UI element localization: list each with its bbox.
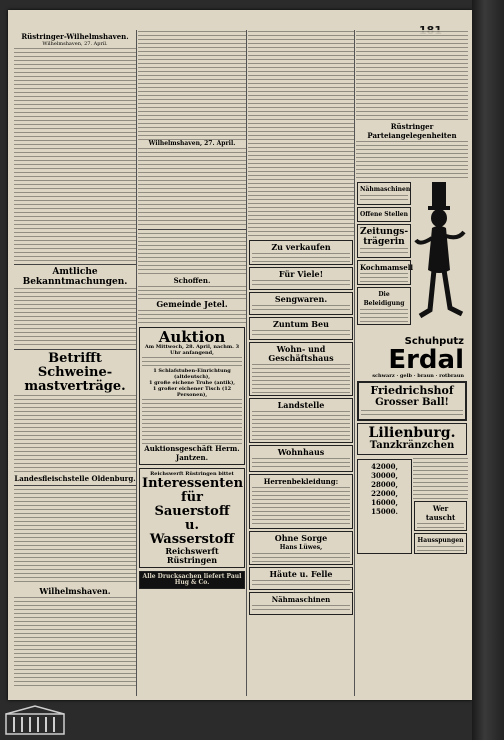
ad-hausfpungen: Hausspungen (417, 537, 464, 544)
ad-wohn-geschaeftshaus: Wohn- und Geschäftshaus (268, 344, 334, 363)
tanzkraenzchen: Tanzkränzchen (369, 440, 455, 451)
werft-box-line4: u. Wasserstoff (149, 518, 235, 547)
ad-text (252, 363, 350, 393)
lilienburg-heading: Lilienburg. (368, 425, 456, 441)
official-notice-text (14, 287, 136, 347)
column-3 (248, 30, 355, 696)
local-news-text (14, 47, 136, 262)
erdal-colors: schwarz · gelb · braun · rotbraun (372, 373, 464, 379)
ad-text (252, 252, 350, 262)
number-5: 16000, (371, 498, 398, 507)
ad-offene-stellen: Offene Stellen (360, 211, 408, 218)
ad-zu-verkaufen: Zu verkaufen (271, 242, 331, 252)
erdal-small-label: Schuhputz (404, 336, 464, 347)
ad-ohne-sorge: Ohne Sorge (274, 533, 328, 543)
ad-hans-luewes: Hans Lüwes, (279, 544, 323, 551)
column2-text-2 (138, 147, 246, 227)
schoffen-text (138, 285, 246, 299)
ad-wohnhaus: Wohnhaus (277, 447, 325, 457)
number-3: 28000, (371, 480, 398, 489)
erdal-figure-illustration (412, 180, 468, 330)
gemeinde-heading: Gemeinde Jetel. (156, 299, 228, 309)
bottom-heading: Wilhelmshaven. (39, 586, 111, 596)
local-news-dateline: Wilhelmshaven, 27. April. (42, 41, 108, 47)
ad-haeute-felle: Häute u. Felle (269, 569, 333, 579)
column-2 (138, 30, 247, 696)
column1-text-2 (14, 488, 136, 584)
ad-text (360, 308, 408, 322)
auktion-item-3: 1 großer eichener Tisch (12 Personen), (152, 386, 232, 398)
ad-text (252, 410, 350, 440)
notice-signature: Landesfleischstelle Oldenburg. (14, 474, 136, 483)
auktion-house: Auktionsgeschäft Herm. Jantzen. (144, 444, 240, 462)
auktion-text-1 (142, 356, 242, 368)
library-logo-icon (4, 704, 66, 736)
ad-text (417, 522, 464, 528)
ad-fuer-viele: Für Viele! (278, 269, 324, 279)
notice-body-text (14, 394, 136, 474)
ad-text (360, 194, 408, 202)
ad-text (252, 457, 350, 469)
auktion-sub: Am Mittwoch, 28. April, nachm. 3 Uhr anfangend, (144, 344, 240, 356)
werft-box-line2: Interessenten (142, 476, 244, 491)
friedrichshof-heading: Friedrichshof (370, 384, 454, 397)
ad-text (252, 552, 350, 562)
number-2: 30000, (371, 471, 398, 480)
werft-box-line1: Reichswerft Rüstringen bittet (150, 471, 234, 477)
ad-zeitungstraegerin: Zeitungs-trägerin (360, 227, 409, 247)
column2-text-3 (138, 232, 246, 276)
column1-text-3 (14, 596, 136, 686)
ad-text (252, 579, 350, 587)
werft-box-line3: für Sauerstoff (154, 490, 230, 519)
print-shop-bar: Alle Drucksachen liefert Paul Hug & Co. (142, 573, 242, 586)
ad-sengwaren: Sengwaren. (274, 294, 328, 304)
ad-text (413, 457, 468, 499)
ad-wer-tauscht: Wer tauscht (425, 504, 456, 522)
book-binding (472, 0, 504, 740)
grosser-ball: Grosser Ball! (375, 397, 449, 408)
ad-text (360, 247, 408, 255)
auktion-item-1: 1 Schlafstuben-Einrichtung (altdeutsch), (153, 368, 231, 380)
column-4 (356, 30, 468, 696)
column2-dateline: Wilhelmshaven, 27. April. (148, 140, 236, 147)
ad-beleidigung: Die Beleidigung (363, 291, 405, 307)
ad-text (252, 279, 350, 287)
auktion-heading: Auktion (158, 328, 226, 346)
newspaper-page (8, 10, 472, 700)
auktion-text-2 (142, 398, 242, 444)
column2-text-1 (138, 30, 246, 140)
official-notices-heading: Amtliche Bekanntmachungen. (22, 267, 128, 287)
ad-zuntum: Zuntum Beu (273, 319, 329, 329)
column4-text-1 (356, 30, 468, 122)
notice-heading-line1: Betrifft Schweine- (37, 351, 113, 380)
schoffen-heading: Schoffen. (173, 276, 211, 285)
column4-text-2 (356, 140, 468, 180)
local-news-heading: Rüstringer-Wilhelmshaven. (21, 32, 129, 41)
ad-text (252, 329, 350, 337)
ad-kochmamsell: Kochmamsell (360, 263, 414, 272)
ad-landstelle: Landstelle (277, 400, 325, 410)
column3-text-1 (248, 30, 354, 238)
ad-text (360, 272, 408, 282)
number-1: 42000, (371, 462, 398, 471)
ad-text (252, 604, 350, 612)
ad-text (252, 304, 350, 312)
number-4: 22000, (371, 489, 398, 498)
ad-naehmaschinen-2: Nähmaschinen (360, 186, 411, 193)
ad-herrenbekleidung: Herrenbekleidung: (263, 477, 339, 486)
ad-text (417, 545, 464, 551)
number-6: 15000. (371, 507, 398, 516)
column-1 (14, 30, 137, 696)
party-heading: Rüstringer Parteiangelegenheiten (367, 122, 457, 140)
gemeinde-text (138, 309, 246, 325)
auktion-item-2: 1 große eichene Truhe (antik), (148, 380, 236, 386)
ad-text (252, 486, 350, 526)
ad-text (361, 409, 463, 417)
werft-box-line5: Reichswerft Rüstringen (165, 546, 219, 565)
numbers-box (357, 459, 412, 554)
notice-heading-line2: mastverträge. (24, 379, 126, 394)
ad-naehmaschinen: Nähmaschinen (271, 595, 331, 604)
erdal-brand: Erdal (388, 345, 464, 375)
